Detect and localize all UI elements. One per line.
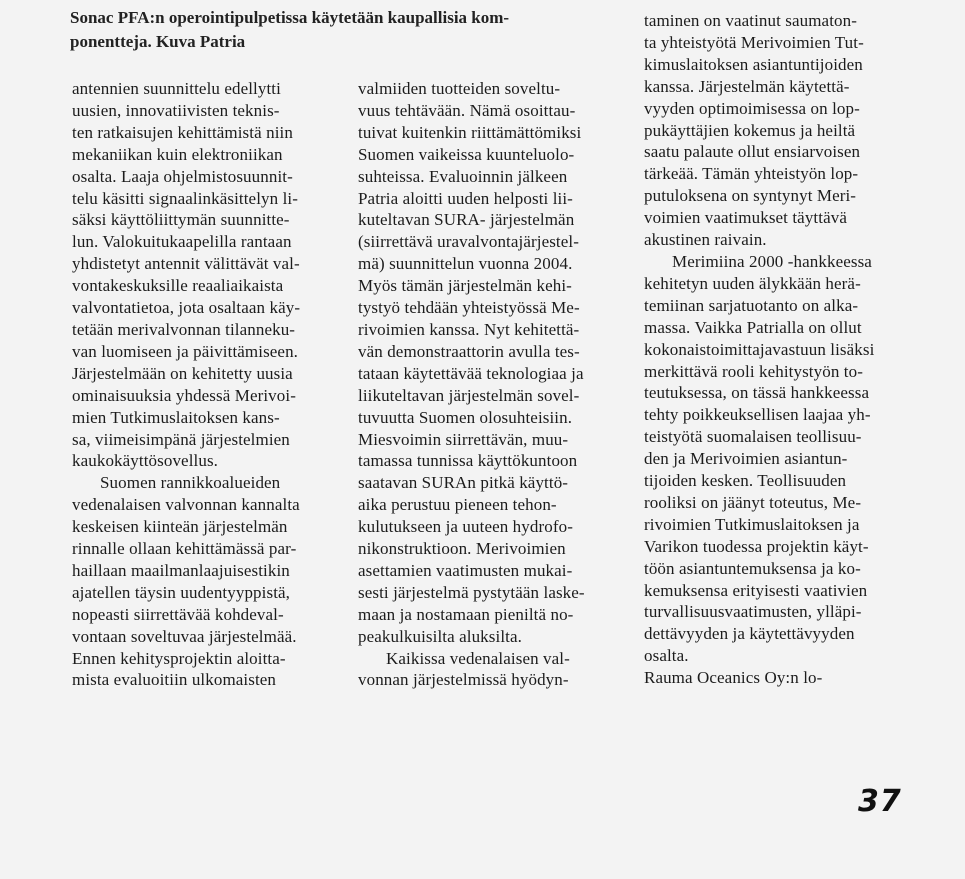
text-line: vyyden optimoimisessa on lop- (644, 98, 860, 118)
text-line: suhteissa. Evaluoinnin jälkeen (358, 166, 568, 186)
text-line: mä) suunnittelun vuonna 2004. (358, 254, 573, 274)
text-line: saatu palaute ollut ensiarvoisen (644, 142, 861, 162)
text-line: sa, viimeisimpänä järjestelmien (72, 429, 290, 449)
text-line: tuvuutta Suomen olosuhteisiin. (358, 407, 573, 427)
text-line: kaukokäyttösovellus. (72, 451, 219, 471)
text-line: Rauma Oceanics Oy:n lo- (644, 668, 823, 688)
text-line: mien Tutkimuslaitoksen kans- (72, 407, 280, 427)
text-line: van luomiseen ja päivittämiseen. (72, 341, 299, 361)
text-line: tystyö tehdään yhteistyössä Me- (358, 298, 580, 318)
caption-line: Sonac PFA:n operointipulpetissa käytetään kaupallisia kom- (70, 8, 510, 27)
text-line: lun. Valokuitukaapelilla rantaan (72, 232, 292, 252)
text-line: Patria aloitti uuden helposti lii- (358, 188, 573, 208)
text-line: keskeisen kiinteän järjestelmän (72, 517, 288, 537)
text-line: taminen on vaatinut saumaton- (644, 11, 857, 30)
text-line: sesti järjestelmä pystytään laske- (358, 582, 585, 602)
text-column-1 (72, 78, 342, 691)
text-line: (siirrettävä uravalvontajärjestel- (358, 232, 579, 252)
text-line: voimien vaatimukset täyttävä (644, 208, 847, 228)
text-line: Suomen rannikkoalueiden (100, 473, 281, 493)
page-number: 37 (858, 784, 902, 819)
text-line: teistyötä suomalaisen teollisuu- (644, 427, 862, 447)
caption-line: ponentteja. Kuva Patria (70, 32, 246, 51)
text-line: vontakeskuksille reaaliaikaista (72, 276, 284, 296)
text-line: mista evaluoitiin ulkomaisten (72, 670, 277, 690)
text-line: tehty poikkeuksellisen laajaa yh- (644, 405, 871, 425)
text-line: Varikon tuodessa projektin käyt- (644, 536, 869, 556)
text-line: säksi käyttöliittymän suunnitte- (72, 210, 290, 230)
text-line: turvallisuusvaatimusten, ylläpi- (644, 602, 862, 622)
text-line: putuloksena on syntynyt Meri- (644, 186, 857, 206)
text-line: rinnalle ollaan kehittämässä par- (72, 539, 297, 559)
text-line: merkittävä rooli kehitystyön to- (644, 361, 863, 381)
text-line: valmiiden tuotteiden soveltu- (358, 79, 561, 98)
text-line: teutuksessa, on tässä hankkeessa (644, 383, 870, 403)
text-line: töön asiantuntemuksensa ja ko- (644, 558, 861, 578)
text-line: den ja Merivoimien asiantun- (644, 449, 848, 469)
text-line: kanssa. Järjestelmän käytettä- (644, 76, 850, 96)
text-line: rooliksi on jäänyt toteutus, Me- (644, 492, 862, 512)
text-line: vän demonstraattorin avulla tes- (358, 341, 580, 361)
text-line: dettävyyden ja käytettävyyden (644, 624, 855, 644)
text-line: Järjestelmään on kehitetty uusia (72, 363, 293, 383)
text-line: vonnan järjestelmissä hyödyn- (358, 670, 569, 690)
text-line: tärkeää. Tämän yhteistyön lop- (644, 164, 859, 184)
text-line: uusien, innovatiivisten teknis- (72, 100, 280, 120)
text-line: aika perustuu pieneen tehon- (358, 495, 557, 515)
text-line: kimuslaitoksen asiantuntijoiden (644, 54, 863, 74)
text-line: rivoimien kanssa. Nyt kehitettä- (358, 319, 580, 339)
text-line: tuivat kuitenkin riittämättömiksi (358, 122, 582, 142)
text-line: tataan käytettävää teknologiaa ja (358, 363, 584, 383)
text-line: osalta. (644, 646, 689, 666)
text-line: peakulkuisilta aluksilta. (358, 626, 522, 646)
text-line: kokonaistoimittajavastuun lisäksi (644, 339, 875, 359)
text-column-3 (644, 10, 919, 689)
text-line: kulutukseen ja uuteen hydrofo- (358, 517, 573, 537)
text-line: tijoiden kesken. Teollisuuden (644, 471, 847, 491)
text-line: Myös tämän järjestelmän kehi- (358, 276, 572, 296)
text-line: kehitetyn uuden älykkään herä- (644, 273, 861, 293)
text-line: asettamien vaatimusten mukai- (358, 560, 573, 580)
text-line: tetään merivalvonnan tilanneku- (72, 319, 296, 339)
text-line: vuus tehtävään. Nämä osoittau- (358, 100, 576, 120)
text-line: ten ratkaisujen kehittämistä niin (72, 122, 293, 142)
text-column-2 (358, 78, 628, 691)
text-line: maan ja nostamaan pieniltä no- (358, 604, 574, 624)
text-line: telu käsitti signaalinkäsittelyn li- (72, 188, 298, 208)
text-line: vedenalaisen valvonnan kannalta (72, 495, 300, 515)
text-line: massa. Vaikka Patrialla on ollut (644, 317, 862, 337)
text-line: haillaan maailmanlaajuisestikin (72, 560, 290, 580)
text-line: osalta. Laaja ohjelmistosuunnit- (72, 166, 293, 186)
text-line: liikuteltavan järjestelmän sovel- (358, 385, 580, 405)
text-line: Ennen kehitysprojektin aloitta- (72, 648, 286, 668)
photo-caption (70, 6, 610, 54)
text-line: pukäyttäjien kokemus ja heiltä (644, 120, 856, 140)
text-line: tamassa tunnissa käyttökuntoon (358, 451, 578, 471)
text-line: akustinen raivain. (644, 230, 767, 250)
text-line: Merimiina 2000 -hankkeessa (672, 251, 872, 271)
text-line: antennien suunnittelu edellytti (72, 79, 281, 98)
text-line: Miesvoimin siirrettävän, muu- (358, 429, 569, 449)
text-line: ominaisuuksia yhdessä Merivoi- (72, 385, 296, 405)
text-line: nopeasti siirrettävää kohdeval- (72, 604, 284, 624)
text-line: kuteltavan SURA- järjestelmän (358, 210, 575, 230)
text-line: Kaikissa vedenalaisen val- (386, 648, 570, 668)
text-line: kemuksensa erityisesti vaativien (644, 580, 868, 600)
text-line: nikonstruktioon. Merivoimien (358, 539, 566, 559)
text-line: ajatellen täysin uudentyyppistä, (72, 582, 291, 602)
text-line: valvontatietoa, jota osaltaan käy- (72, 298, 301, 318)
text-line: rivoimien Tutkimuslaitoksen ja (644, 514, 860, 534)
text-line: ta yhteistyötä Merivoimien Tut- (644, 32, 864, 52)
text-line: Suomen vaikeissa kuunteluolo- (358, 144, 575, 164)
text-line: mekaniikan kuin elektroniikan (72, 144, 283, 164)
text-line: saatavan SURAn pitkä käyttö- (358, 473, 569, 493)
text-line: vontaan soveltuvaa järjestelmää. (72, 626, 297, 646)
text-line: temiinan sarjatuotanto on alka- (644, 295, 859, 315)
text-line: yhdistetyt antennit välittävät val- (72, 254, 300, 274)
